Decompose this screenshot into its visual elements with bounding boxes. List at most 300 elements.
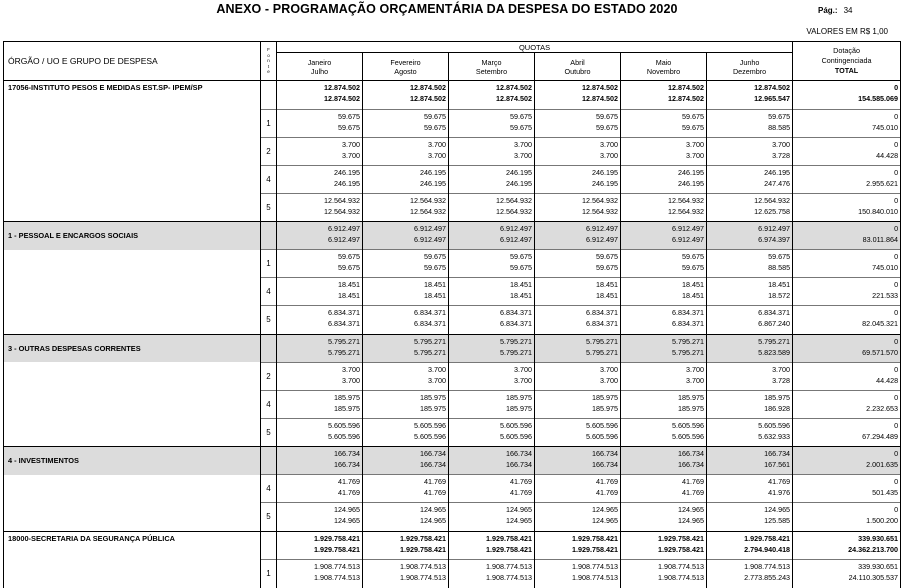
value-line-2: 150.840.010 bbox=[858, 206, 899, 216]
value-line-1: 6.912.497 bbox=[672, 224, 704, 233]
value-line-2: 154.585.069 bbox=[858, 94, 899, 103]
value-line-1: 1.929.758.421 bbox=[572, 533, 618, 543]
value-line-2: 6.912.497 bbox=[328, 235, 360, 244]
value-line-1: 59.675 bbox=[510, 111, 532, 121]
value-line-2: 59.675 bbox=[596, 122, 618, 132]
month-label: Abril bbox=[570, 57, 585, 67]
value-line-1: 59.675 bbox=[424, 111, 446, 121]
value-line-1: 59.675 bbox=[768, 111, 791, 121]
value-line-1: 59.675 bbox=[596, 252, 618, 261]
quota-cell bbox=[277, 109, 363, 137]
quota-cell bbox=[449, 447, 535, 475]
value-line-1: 166.734 bbox=[764, 449, 791, 458]
value-line-2: 41.769 bbox=[682, 488, 704, 497]
value-line-1: 59.675 bbox=[768, 252, 791, 261]
value-line-2: 124.965 bbox=[592, 516, 618, 525]
value-line-1: 12.874.502 bbox=[582, 83, 618, 92]
value-line-2: 6.912.497 bbox=[586, 235, 618, 244]
value-line-2: 12.564.932 bbox=[410, 206, 446, 216]
table-row bbox=[4, 250, 901, 278]
value-line-1: 18.451 bbox=[682, 280, 704, 289]
currency-note: VALORES EM R$ 1,00 bbox=[806, 27, 888, 36]
quota-cell bbox=[363, 165, 449, 193]
quota-cell bbox=[449, 250, 535, 278]
month-label: Novembro bbox=[646, 66, 681, 76]
value-line-2: 41.769 bbox=[596, 488, 618, 497]
value-line-2: 166.734 bbox=[420, 460, 446, 469]
value-line-2: 3.700 bbox=[686, 150, 704, 160]
quota-cell bbox=[449, 418, 535, 447]
value-line-2: 18.451 bbox=[510, 291, 532, 300]
quota-cell bbox=[449, 81, 535, 110]
quota-cell bbox=[449, 165, 535, 193]
value-line-1: 166.734 bbox=[420, 449, 446, 458]
value-line-2: 745.010 bbox=[872, 122, 899, 132]
fonte-cell: 4 bbox=[261, 278, 277, 306]
value-line-1: 5.795.271 bbox=[500, 336, 532, 346]
table-row bbox=[4, 222, 901, 250]
quota-cell bbox=[621, 278, 707, 306]
value-line-2: 185.975 bbox=[678, 403, 704, 413]
month-label: Agosto bbox=[394, 66, 417, 76]
value-line-2: 745.010 bbox=[872, 263, 899, 272]
value-line-2: 246.195 bbox=[420, 178, 446, 188]
value-line-2: 59.675 bbox=[424, 122, 446, 132]
row-label: 4 - INVESTIMENTOS bbox=[4, 447, 261, 475]
value-line-1: 12.874.502 bbox=[324, 83, 360, 92]
value-line-1: 185.975 bbox=[592, 392, 618, 402]
value-line-2: 1.908.774.513 bbox=[314, 573, 360, 582]
value-line-2: 124.965 bbox=[334, 516, 360, 525]
quota-cell bbox=[621, 447, 707, 475]
value-line-1: 5.605.596 bbox=[758, 420, 791, 430]
table-row bbox=[4, 109, 901, 137]
quota-cell bbox=[707, 109, 793, 137]
value-line-1: 0 bbox=[894, 252, 899, 261]
value-line-2: 41.976 bbox=[768, 488, 791, 497]
quota-cell bbox=[621, 306, 707, 335]
value-line-1: 18.451 bbox=[510, 280, 532, 289]
value-line-1: 1.908.774.513 bbox=[744, 562, 791, 571]
row-label bbox=[4, 193, 261, 222]
value-line-2: 3.700 bbox=[600, 375, 618, 385]
value-line-1: 1.908.774.513 bbox=[572, 562, 618, 571]
value-line-2: 186.928 bbox=[764, 403, 791, 413]
quota-cell bbox=[707, 560, 793, 588]
value-line-2: 18.451 bbox=[596, 291, 618, 300]
value-line-2: 12.874.502 bbox=[668, 94, 704, 103]
value-line-2: 12.564.932 bbox=[496, 206, 532, 216]
value-line-2: 1.908.774.513 bbox=[400, 573, 446, 582]
dotacao-line: Dotação bbox=[833, 46, 860, 55]
quota-cell bbox=[449, 334, 535, 362]
month-label: Janeiro bbox=[307, 57, 332, 67]
value-line-1: 0 bbox=[894, 477, 899, 486]
value-line-2: 124.965 bbox=[506, 516, 532, 525]
value-line-2: 1.929.758.421 bbox=[572, 544, 618, 554]
value-line-1: 124.965 bbox=[764, 505, 791, 514]
quota-cell bbox=[277, 306, 363, 335]
quota-cell bbox=[277, 222, 363, 250]
value-line-2: 6.867.240 bbox=[758, 319, 791, 328]
value-line-2: 124.965 bbox=[420, 516, 446, 525]
quota-cell bbox=[535, 137, 621, 165]
value-line-1: 1.908.774.513 bbox=[658, 562, 704, 571]
value-line-2: 6.834.371 bbox=[500, 319, 532, 328]
value-line-2: 246.195 bbox=[592, 178, 618, 188]
quota-cell bbox=[363, 418, 449, 447]
value-line-2: 246.195 bbox=[678, 178, 704, 188]
value-line-2: 1.929.758.421 bbox=[400, 544, 446, 554]
value-line-2: 3.728 bbox=[772, 150, 791, 160]
quota-cell bbox=[535, 109, 621, 137]
value-line-2: 166.734 bbox=[592, 460, 618, 469]
value-line-2: 6.912.497 bbox=[414, 235, 446, 244]
table-row bbox=[4, 165, 901, 193]
fonte-cell: 1 bbox=[261, 250, 277, 278]
value-line-1: 124.965 bbox=[334, 505, 360, 514]
value-line-1: 1.908.774.513 bbox=[400, 562, 446, 571]
quota-cell bbox=[707, 475, 793, 503]
month-header bbox=[707, 53, 793, 81]
quota-cell bbox=[707, 222, 793, 250]
quota-cell bbox=[449, 362, 535, 390]
value-line-1: 59.675 bbox=[510, 252, 532, 261]
value-line-1: 3.700 bbox=[600, 139, 618, 149]
quota-cell bbox=[449, 531, 535, 560]
value-line-1: 185.975 bbox=[506, 392, 532, 402]
month-header bbox=[621, 53, 707, 81]
fonte-cell bbox=[261, 531, 277, 560]
quota-cell bbox=[535, 362, 621, 390]
value-line-2: 6.912.497 bbox=[672, 235, 704, 244]
value-line-1: 3.700 bbox=[600, 364, 618, 374]
value-line-2: 59.675 bbox=[510, 122, 532, 132]
month-label: Dezembro bbox=[732, 66, 767, 76]
value-line-1: 185.975 bbox=[764, 392, 791, 402]
value-line-1: 3.700 bbox=[428, 364, 446, 374]
value-line-1: 3.700 bbox=[686, 139, 704, 149]
quota-cell bbox=[277, 418, 363, 447]
quota-cell bbox=[277, 362, 363, 390]
quota-cell bbox=[363, 362, 449, 390]
fonte-cell: 5 bbox=[261, 306, 277, 335]
quota-cell bbox=[449, 306, 535, 335]
value-line-1: 59.675 bbox=[596, 111, 618, 121]
value-line-2: 6.912.497 bbox=[500, 235, 532, 244]
value-line-1: 6.912.497 bbox=[414, 224, 446, 233]
value-line-1: 246.195 bbox=[334, 167, 360, 177]
value-line-1: 6.834.371 bbox=[328, 308, 360, 317]
value-line-2: 41.769 bbox=[338, 488, 360, 497]
fonte-cell: 5 bbox=[261, 503, 277, 532]
value-line-1: 12.564.932 bbox=[582, 195, 618, 205]
quota-cell bbox=[277, 475, 363, 503]
value-line-2: 5.795.271 bbox=[672, 347, 704, 357]
quota-cell bbox=[363, 278, 449, 306]
value-line-1: 12.874.502 bbox=[410, 83, 446, 92]
value-line-2: 5.795.271 bbox=[500, 347, 532, 357]
value-line-1: 0 bbox=[894, 280, 899, 289]
value-line-1: 166.734 bbox=[592, 449, 618, 458]
value-line-1: 12.564.932 bbox=[668, 195, 704, 205]
row-label bbox=[4, 137, 261, 165]
quota-cell bbox=[707, 306, 793, 335]
quota-cell bbox=[449, 390, 535, 418]
quota-cell bbox=[363, 390, 449, 418]
fonte-cell: 5 bbox=[261, 418, 277, 447]
row-label bbox=[4, 475, 261, 503]
total-cell bbox=[793, 193, 901, 222]
quota-cell bbox=[449, 222, 535, 250]
value-line-1: 185.975 bbox=[678, 392, 704, 402]
value-line-1: 41.769 bbox=[768, 477, 791, 486]
value-line-2: 24.110.305.537 bbox=[848, 573, 899, 582]
value-line-1: 166.734 bbox=[506, 449, 532, 458]
quota-cell bbox=[707, 81, 793, 110]
value-line-2: 12.965.547 bbox=[754, 94, 791, 103]
value-line-2: 6.834.371 bbox=[328, 319, 360, 328]
value-line-2: 185.975 bbox=[420, 403, 446, 413]
value-line-1: 12.564.932 bbox=[324, 195, 360, 205]
quota-cell bbox=[621, 137, 707, 165]
value-line-2: 2.955.621 bbox=[866, 178, 899, 188]
value-line-1: 5.795.271 bbox=[414, 336, 446, 346]
value-line-2: 5.632.933 bbox=[758, 431, 791, 441]
value-line-1: 5.795.271 bbox=[328, 336, 360, 346]
value-line-1: 339.930.651 bbox=[858, 533, 899, 543]
total-cell bbox=[793, 306, 901, 335]
quota-cell bbox=[707, 447, 793, 475]
value-line-2: 2.001.635 bbox=[866, 460, 899, 469]
value-line-1: 5.795.271 bbox=[758, 336, 791, 346]
quota-cell bbox=[449, 278, 535, 306]
quota-cell bbox=[277, 447, 363, 475]
value-line-1: 59.675 bbox=[682, 111, 704, 121]
value-line-2: 166.734 bbox=[506, 460, 532, 469]
row-label bbox=[4, 418, 261, 447]
value-line-1: 3.700 bbox=[514, 139, 532, 149]
table-row bbox=[4, 390, 901, 418]
fonte-letter: o bbox=[267, 52, 270, 58]
value-line-2: 246.195 bbox=[334, 178, 360, 188]
budget-table bbox=[3, 41, 901, 588]
value-line-2: 501.435 bbox=[872, 488, 899, 497]
value-line-1: 0 bbox=[894, 139, 899, 149]
value-line-1: 41.769 bbox=[510, 477, 532, 486]
value-line-1: 3.700 bbox=[772, 139, 791, 149]
value-line-1: 185.975 bbox=[420, 392, 446, 402]
quota-cell bbox=[363, 109, 449, 137]
quota-cell bbox=[535, 475, 621, 503]
total-cell bbox=[793, 447, 901, 475]
quota-cell bbox=[535, 222, 621, 250]
quota-cell bbox=[363, 447, 449, 475]
value-line-2: 6.834.371 bbox=[414, 319, 446, 328]
month-header bbox=[449, 53, 535, 81]
total-cell bbox=[793, 137, 901, 165]
fonte-cell bbox=[261, 447, 277, 475]
value-line-1: 18.451 bbox=[596, 280, 618, 289]
row-label bbox=[4, 165, 261, 193]
value-line-2: 5.605.596 bbox=[328, 431, 360, 441]
value-line-2: 221.533 bbox=[872, 291, 899, 300]
value-line-1: 124.965 bbox=[592, 505, 618, 514]
quota-cell bbox=[535, 447, 621, 475]
quota-cell bbox=[535, 306, 621, 335]
value-line-2: 167.561 bbox=[764, 460, 791, 469]
value-line-1: 0 bbox=[894, 364, 899, 374]
value-line-2: 2.773.855.243 bbox=[744, 573, 791, 582]
value-line-1: 6.834.371 bbox=[672, 308, 704, 317]
value-line-2: 44.428 bbox=[876, 150, 899, 160]
value-line-1: 124.965 bbox=[678, 505, 704, 514]
quota-cell bbox=[621, 334, 707, 362]
fonte-cell: 1 bbox=[261, 109, 277, 137]
value-line-1: 6.912.497 bbox=[500, 224, 532, 233]
value-line-1: 6.912.497 bbox=[758, 224, 791, 233]
quota-cell bbox=[621, 165, 707, 193]
fonte-cell: 4 bbox=[261, 165, 277, 193]
quota-cell bbox=[535, 531, 621, 560]
fonte-cell: 4 bbox=[261, 475, 277, 503]
month-label: Outubro bbox=[564, 66, 591, 76]
value-line-2: 5.605.596 bbox=[672, 431, 704, 441]
total-cell bbox=[793, 475, 901, 503]
value-line-2: 18.451 bbox=[682, 291, 704, 300]
value-line-1: 0 bbox=[894, 308, 899, 317]
quota-cell bbox=[707, 418, 793, 447]
row-label: 18000-SECRETARIA DA SEGURANÇA PÚBLICA bbox=[4, 531, 261, 560]
total-cell bbox=[793, 531, 901, 560]
fonte-letter: F bbox=[267, 47, 270, 53]
value-line-1: 3.700 bbox=[342, 139, 360, 149]
value-line-1: 3.700 bbox=[428, 139, 446, 149]
value-line-1: 5.605.596 bbox=[586, 420, 618, 430]
quota-cell bbox=[621, 390, 707, 418]
row-label: 1 - PESSOAL E ENCARGOS SOCIAIS bbox=[4, 222, 261, 250]
value-line-2: 88.585 bbox=[768, 263, 791, 272]
value-line-1: 246.195 bbox=[420, 167, 446, 177]
table-row bbox=[4, 531, 901, 560]
value-line-1: 0 bbox=[894, 449, 899, 458]
month-header bbox=[535, 53, 621, 81]
value-line-1: 59.675 bbox=[424, 252, 446, 261]
value-line-1: 12.564.932 bbox=[410, 195, 446, 205]
value-line-2: 1.929.758.421 bbox=[314, 544, 360, 554]
value-line-1: 0 bbox=[894, 336, 899, 346]
total-cell bbox=[793, 334, 901, 362]
value-line-2: 5.605.596 bbox=[414, 431, 446, 441]
total-cell bbox=[793, 278, 901, 306]
value-line-1: 18.451 bbox=[424, 280, 446, 289]
table-row bbox=[4, 306, 901, 335]
quota-cell bbox=[449, 475, 535, 503]
quota-cell bbox=[535, 250, 621, 278]
value-line-1: 1.908.774.513 bbox=[486, 562, 532, 571]
value-line-2: 18.451 bbox=[338, 291, 360, 300]
table-row bbox=[4, 447, 901, 475]
month-label: Março bbox=[481, 57, 502, 67]
value-line-1: 246.195 bbox=[678, 167, 704, 177]
value-line-1: 6.912.497 bbox=[586, 224, 618, 233]
value-line-2: 5.795.271 bbox=[328, 347, 360, 357]
value-line-2: 5.605.596 bbox=[586, 431, 618, 441]
quota-cell bbox=[277, 193, 363, 222]
quota-cell bbox=[449, 137, 535, 165]
value-line-2: 1.500.200 bbox=[866, 516, 899, 525]
value-line-1: 3.700 bbox=[772, 364, 791, 374]
value-line-2: 88.585 bbox=[768, 122, 791, 132]
row-label bbox=[4, 109, 261, 137]
value-line-2: 3.700 bbox=[686, 375, 704, 385]
total-cell bbox=[793, 560, 901, 588]
page-label: Pág.: bbox=[818, 6, 838, 15]
quota-cell bbox=[621, 475, 707, 503]
value-line-2: 69.571.570 bbox=[862, 347, 899, 357]
value-line-2: 59.675 bbox=[596, 263, 618, 272]
value-line-2: 12.564.932 bbox=[582, 206, 618, 216]
value-line-2: 166.734 bbox=[678, 460, 704, 469]
value-line-2: 1.929.758.421 bbox=[658, 544, 704, 554]
value-line-1: 1.929.758.421 bbox=[314, 533, 360, 543]
orgao-header: ÓRGÃO / UO E GRUPO DE DESPESA bbox=[4, 42, 261, 81]
quota-cell bbox=[707, 390, 793, 418]
value-line-2: 59.675 bbox=[424, 263, 446, 272]
value-line-1: 41.769 bbox=[596, 477, 618, 486]
value-line-2: 12.874.502 bbox=[324, 94, 360, 103]
total-cell bbox=[793, 418, 901, 447]
row-label bbox=[4, 390, 261, 418]
value-line-2: 24.362.213.700 bbox=[848, 544, 899, 554]
quota-cell bbox=[277, 560, 363, 588]
value-line-2: 5.795.271 bbox=[414, 347, 446, 357]
value-line-2: 3.700 bbox=[342, 375, 360, 385]
value-line-1: 12.564.932 bbox=[754, 195, 791, 205]
value-line-2: 59.675 bbox=[338, 122, 360, 132]
value-line-2: 6.974.397 bbox=[758, 235, 791, 244]
value-line-2: 12.874.502 bbox=[496, 94, 532, 103]
total-cell bbox=[793, 109, 901, 137]
row-label bbox=[4, 250, 261, 278]
quota-cell bbox=[707, 165, 793, 193]
value-line-1: 6.834.371 bbox=[500, 308, 532, 317]
quota-cell bbox=[363, 193, 449, 222]
value-line-1: 1.908.774.513 bbox=[314, 562, 360, 571]
quota-cell bbox=[449, 193, 535, 222]
value-line-2: 247.476 bbox=[764, 178, 791, 188]
value-line-2: 5.823.589 bbox=[758, 347, 791, 357]
value-line-2: 12.874.502 bbox=[410, 94, 446, 103]
month-label: Junho bbox=[739, 57, 760, 67]
value-line-1: 12.874.502 bbox=[754, 83, 791, 92]
quota-cell bbox=[277, 334, 363, 362]
value-line-2: 59.675 bbox=[682, 122, 704, 132]
table-row bbox=[4, 81, 901, 110]
value-line-1: 6.834.371 bbox=[586, 308, 618, 317]
quota-cell bbox=[363, 334, 449, 362]
month-header bbox=[277, 53, 363, 81]
value-line-1: 1.929.758.421 bbox=[744, 533, 791, 543]
quota-cell bbox=[277, 278, 363, 306]
value-line-1: 6.834.371 bbox=[758, 308, 791, 317]
total-cell bbox=[793, 362, 901, 390]
value-line-1: 6.834.371 bbox=[414, 308, 446, 317]
value-line-2: 2.232.653 bbox=[866, 403, 899, 413]
total-cell bbox=[793, 503, 901, 532]
value-line-2: 12.564.932 bbox=[668, 206, 704, 216]
quota-cell bbox=[535, 165, 621, 193]
